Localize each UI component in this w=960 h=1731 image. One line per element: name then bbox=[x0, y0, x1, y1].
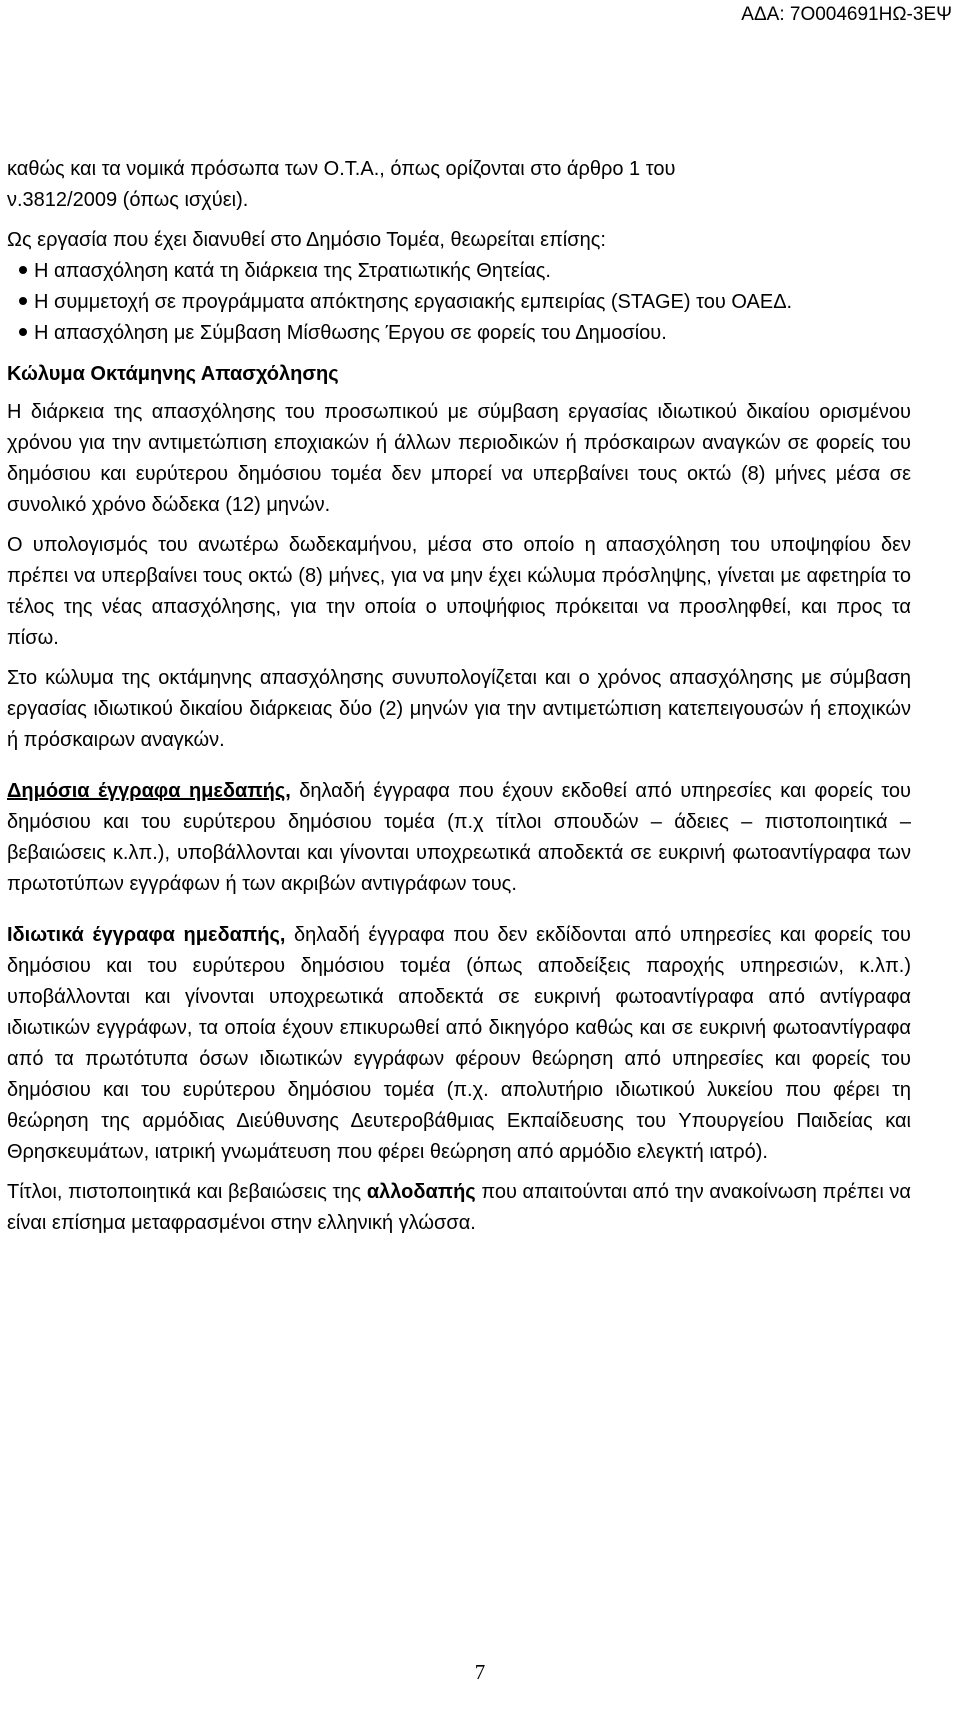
list-item-text: Η συμμετοχή σε προγράμματα απόκτησης εργασιακής εμπειρίας (STAGE) του ΟΑΕΔ. bbox=[34, 291, 793, 313]
document-body bbox=[7, 154, 911, 1239]
list-item bbox=[7, 287, 911, 318]
list-item bbox=[7, 318, 911, 349]
private-documents-lead: Ιδιωτικά έγγραφα ημεδαπής, bbox=[7, 924, 286, 946]
bullet-icon bbox=[19, 297, 27, 305]
section-title: Κώλυμα Οκτάμηνης Απασχόλησης bbox=[7, 363, 339, 385]
private-documents-text: δηλαδή έγγραφα που δεν εκδίδονται από υπηρεσίες και φορείς του δημόσιου και του ευρύτερου δημόσιου τομέα (όπως αποδείξεις παροχής υπηρεσιών, κ.λπ.) υποβάλλονται και γίνονται υποχρεωτικά αποδεκτά σε ευκρινή φωτοαντίγραφα από αντίγραφα ιδιωτικών εγγράφων, τα οποία έχουν επικυρωθεί από δικηγόρο καθώς και σε ευκρινή φωτοαντίγραφα από τα πρωτότυπα όσων ιδιωτικών εγγράφων φέρουν θεώρηση από υπηρεσίες και φορείς του δημόσιου και του ευρύτερου δημόσιου τομέα (π.χ. απολυτήριο ιδιωτικού λυκείου που φέρει τη θεώρηση της αρμόδιας Διεύθυνσης Δευτεροβάθμιας Εκπαίδευσης του Υπουργείου Παιδείας και Θρησκευμάτων, ιατρική γνωμάτευση που φέρει θεώρηση από αρμόδιο ελεγκτή ιατρό). bbox=[7, 924, 911, 1163]
paragraph: Η διάρκεια της απασχόλησης του προσωπικού με σύμβαση εργασίας ιδιωτικού δικαίου ορισμένου χρόνου για την αντιμετώπιση εποχιακών ή άλλων περιοδικών ή πρόσκαιρων αναγκών σε φορείς του δημόσιου και ευρύτερου δημόσιου τομέα δεν μπορεί να υπερβαίνει τους οκτώ (8) μήνες μέσα σε συνολικό χρόνο δώδεκα (12) μηνών. bbox=[7, 401, 911, 516]
paragraph: Στο κώλυμα της οκτάμηνης απασχόλησης συνυπολογίζεται και ο χρόνος απασχόλησης με σύμβαση εργασίας ιδιωτικού δικαίου διάρκειας δύο (2) μηνών για την αντιμετώπιση κατεπειγουσών ή εποχικών ή πρόσκαιρων αναγκών. bbox=[7, 667, 911, 751]
foreign-documents-text: που απαιτούνται από την ανακοίνωση πρέπει να είναι επίσημα μεταφρασμένοι στην ελληνική γλώσσα. bbox=[7, 1181, 911, 1234]
foreign-documents-paragraph bbox=[7, 1177, 911, 1239]
bullet-icon bbox=[19, 266, 27, 274]
foreign-documents-text: Τίτλοι, πιστοποιητικά και βεβαιώσεις της bbox=[7, 1181, 367, 1203]
paragraph: Ο υπολογισμός του ανωτέρω δωδεκαμήνου, μέσα στο οποίο η απασχόληση του υποψηφίου δεν πρέπει να υπερβαίνει τους οκτώ (8) μήνες, για να μην έχει κώλυμα πρόσληψης, γίνεται με αφετηρία το τέλος της νέας απασχόλησης, για την οποία ο υποψήφιος πρόκειται να προσληφθεί, και προς τα πίσω. bbox=[7, 534, 911, 649]
intro-line: ν.3812/2009 (όπως ισχύει). bbox=[7, 189, 249, 211]
intro-line: καθώς και τα νομικά πρόσωπα των Ο.Τ.Α., όπως ορίζονται στο άρθρο 1 του bbox=[7, 158, 676, 180]
foreign-documents-keyword: αλλοδαπής bbox=[366, 1181, 476, 1203]
bullet-icon bbox=[19, 328, 27, 336]
public-documents-lead: Δημόσια έγγραφα ημεδαπής, bbox=[7, 780, 291, 802]
public-documents-text: δηλαδή έγγραφα που έχουν εκδοθεί από υπηρεσίες και φορείς του δημόσιου και του ευρύτερου δημόσιου τομέα (π.χ τίτλοι σπουδών – άδειες – πιστοποιητικά – βεβαιώσεις κ.λπ.), υποβάλλονται και γίνονται υποχρεωτικά αποδεκτά σε ευκρινή φωτοαντίγραφα των πρωτοτύπων εγγράφων ή των ακριβών αντιγράφων τους. bbox=[7, 780, 911, 895]
list-item-text: Η απασχόληση με Σύμβαση Μίσθωσης Έργου σε φορείς του Δημοσίου. bbox=[34, 322, 667, 344]
list-item-text: Η απασχόληση κατά τη διάρκεια της Στρατιωτικής Θητείας. bbox=[34, 260, 551, 282]
ada-code: ΑΔΑ: 7Ο004691ΗΩ-3ΕΨ bbox=[741, 4, 952, 25]
bullet-list bbox=[7, 256, 911, 349]
page-number: 7 bbox=[474, 1660, 486, 1684]
list-item bbox=[7, 256, 911, 287]
private-documents-paragraph bbox=[7, 920, 911, 1168]
public-documents-paragraph bbox=[7, 776, 911, 900]
public-work-intro: Ως εργασία που έχει διανυθεί στο Δημόσιο Τομέα, θεωρείται επίσης: bbox=[7, 229, 606, 251]
